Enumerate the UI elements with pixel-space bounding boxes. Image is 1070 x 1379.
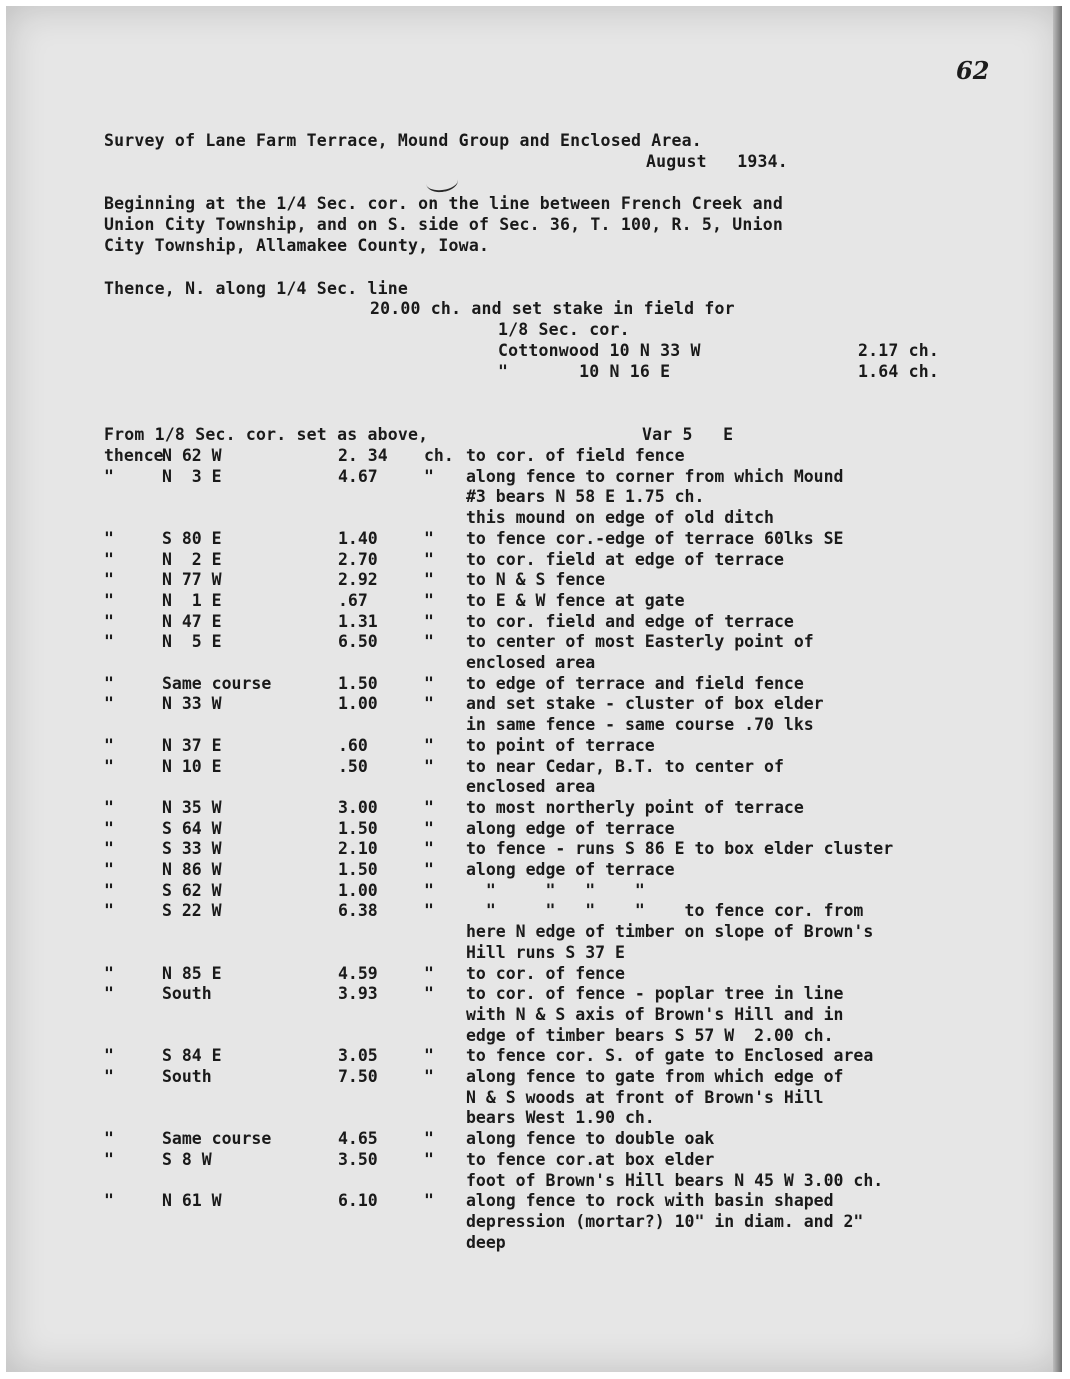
unit: " — [424, 611, 434, 631]
bearing: N 5 E — [162, 632, 222, 652]
distance: 3.00 — [338, 797, 378, 817]
ditto-mark: " — [104, 984, 114, 1004]
unit: " — [424, 1129, 434, 1149]
distance: 4.67 — [338, 466, 378, 486]
remark: to point of terrace — [466, 735, 655, 755]
remark: in same fence - same course .70 lks — [466, 715, 814, 735]
bearing: South — [162, 984, 212, 1004]
distance: .50 — [338, 756, 368, 776]
first-course-line-3: 1/8 Sec. cor. — [498, 320, 630, 339]
bearing: N 35 W — [162, 797, 222, 817]
remark: to cor. of field fence — [466, 446, 685, 465]
remark: to cor. of fence - poplar tree in line — [466, 984, 844, 1004]
remark: this mound on edge of old ditch — [466, 508, 774, 528]
unit: " — [424, 466, 434, 486]
remark: to near Cedar, B.T. to center of — [466, 756, 784, 776]
first-course-line-1: Thence, N. along 1/4 Sec. line — [104, 279, 409, 298]
bearing: S 64 W — [162, 818, 222, 838]
survey-row — [72, 1170, 1062, 1191]
remark: to N & S fence — [466, 570, 606, 590]
remark: along fence to corner from which Mound — [466, 466, 844, 486]
intro-line-1: Beginning at the 1/4 Sec. cor. on the line between French Creek and — [104, 194, 783, 213]
ditto-mark: " — [104, 570, 114, 590]
bearing: S 84 E — [162, 1046, 222, 1066]
remark: and set stake - cluster of box elder — [466, 694, 824, 714]
unit: " — [424, 860, 434, 879]
ditto-mark: " — [104, 466, 114, 486]
survey-row — [72, 1066, 1062, 1087]
survey-row — [72, 466, 1062, 487]
distance: 2. 34 — [338, 446, 388, 465]
remark: enclosed area — [466, 653, 596, 672]
remark: to fence cor.-edge of terrace 60lks SE — [466, 528, 844, 548]
distance: 3.50 — [338, 1149, 378, 1169]
unit: " — [424, 880, 434, 900]
remark: along edge of terrace — [466, 860, 675, 879]
bearing: N 10 E — [162, 756, 222, 776]
ditto-mark: " — [104, 963, 114, 983]
check-mark — [425, 170, 459, 194]
remark: to fence - runs S 86 E to box elder cluster — [466, 839, 894, 859]
unit: " — [424, 694, 434, 714]
unit: " — [424, 818, 434, 838]
bearing: N 33 W — [162, 694, 222, 714]
distance: 1.40 — [338, 528, 378, 548]
survey-row — [72, 1149, 1062, 1170]
distance: 4.59 — [338, 963, 378, 983]
intro-line-3: City Township, Allamakee County, Iowa. — [104, 236, 490, 255]
survey-row — [72, 1211, 1062, 1232]
survey-row — [72, 652, 1062, 673]
ditto-mark: " — [104, 1191, 114, 1211]
survey-row — [72, 507, 1062, 528]
ditto-mark: " — [104, 673, 114, 693]
unit: " — [424, 590, 434, 610]
unit: " — [424, 1046, 434, 1066]
remark: here N edge of timber on slope of Brown's — [466, 922, 874, 942]
distance: 3.05 — [338, 1046, 378, 1066]
unit: " — [424, 797, 434, 817]
remark: to cor. field at edge of terrace — [466, 549, 784, 569]
document-title: Survey of Lane Farm Terrace, Mound Group and Enclosed Area. — [104, 131, 702, 150]
from-line: From 1/8 Sec. cor. set as above, — [104, 425, 429, 444]
remark: edge of timber bears S 57 W 2.00 ch. — [466, 1025, 834, 1045]
bearing: N 77 W — [162, 570, 222, 590]
unit: " — [424, 673, 434, 693]
remark: to most northerly point of terrace — [466, 797, 804, 817]
distance: 7.50 — [338, 1067, 378, 1086]
survey-row — [72, 1232, 1062, 1253]
ditto-mark: " — [104, 860, 114, 879]
bearing: N 86 W — [162, 860, 222, 879]
unit: " — [424, 1067, 434, 1086]
ditto-mark: " — [104, 756, 114, 776]
bearing: S 80 E — [162, 528, 222, 548]
distance: 6.10 — [338, 1191, 378, 1211]
bearing: S 8 W — [162, 1149, 212, 1169]
bearing: N 2 E — [162, 549, 222, 569]
survey-row — [72, 673, 1062, 694]
first-course-witness-2-dist: 1.64 ch. — [858, 362, 940, 381]
remark: to center of most Easterly point of — [466, 632, 814, 652]
remark: along fence to rock with basin shaped — [466, 1191, 834, 1211]
bearing: N 3 E — [162, 466, 222, 486]
survey-row — [72, 735, 1062, 756]
distance: 1.50 — [338, 818, 378, 838]
variation: Var 5 E — [642, 425, 734, 444]
remark: Hill runs S 37 E — [466, 942, 625, 962]
bearing: N 37 E — [162, 735, 222, 755]
unit: " — [424, 735, 434, 755]
survey-row — [72, 900, 1062, 921]
remark: enclosed area — [466, 777, 596, 797]
survey-row — [72, 611, 1062, 632]
unit: " — [424, 549, 434, 569]
bearing: N 85 E — [162, 963, 222, 983]
unit: ch. — [424, 446, 454, 465]
survey-row — [72, 859, 1062, 880]
document-date: August 1934. — [646, 152, 788, 171]
remark: " " " " — [466, 880, 645, 900]
distance: 1.00 — [338, 880, 378, 900]
survey-row — [72, 963, 1062, 984]
distance: .60 — [338, 735, 368, 755]
bearing: S 33 W — [162, 839, 222, 859]
ditto-mark: " — [104, 901, 114, 921]
intro-line-2: Union City Township, and on S. side of Sec. 36, T. 100, R. 5, Union — [104, 215, 783, 234]
ditto-mark: " — [104, 590, 114, 610]
survey-row — [72, 838, 1062, 859]
distance: 6.50 — [338, 632, 378, 652]
bearing: Same course — [162, 1129, 272, 1149]
remark: to fence cor. S. of gate to Enclosed area — [466, 1046, 874, 1066]
ditto-mark: " — [104, 797, 114, 817]
distance: 6.38 — [338, 901, 378, 921]
survey-row — [72, 528, 1062, 549]
document-page — [6, 6, 1062, 1372]
remark: deep — [466, 1232, 506, 1252]
survey-row — [72, 631, 1062, 652]
remark: " " " " to fence cor. from — [466, 901, 864, 921]
ditto-mark: " — [104, 1067, 114, 1086]
remark: to cor. of fence — [466, 963, 625, 983]
survey-row — [72, 818, 1062, 839]
distance: 3.93 — [338, 984, 378, 1004]
ditto-mark: " — [104, 735, 114, 755]
unit: " — [424, 984, 434, 1004]
distance: 2.70 — [338, 549, 378, 569]
bearing: N 62 W — [162, 446, 222, 465]
unit: " — [424, 570, 434, 590]
bearing: South — [162, 1067, 212, 1086]
ditto-mark: thence — [104, 446, 164, 465]
survey-row — [72, 756, 1062, 777]
remark: to E & W fence at gate — [466, 590, 685, 610]
bearing: S 62 W — [162, 880, 222, 900]
unit: " — [424, 528, 434, 548]
survey-row — [72, 693, 1062, 714]
distance: 1.50 — [338, 860, 378, 879]
unit: " — [424, 756, 434, 776]
ditto-mark: " — [104, 611, 114, 631]
bearing: Same course — [162, 673, 272, 693]
remark: to cor. field and edge of terrace — [466, 611, 794, 631]
survey-row — [72, 983, 1062, 1004]
distance: 2.10 — [338, 839, 378, 859]
ditto-mark: " — [104, 549, 114, 569]
distance: 4.65 — [338, 1129, 378, 1149]
survey-row — [72, 1025, 1062, 1046]
remark: to fence cor.at box elder — [466, 1149, 715, 1169]
unit: " — [424, 839, 434, 859]
bearing: N 1 E — [162, 590, 222, 610]
ditto-mark: " — [104, 1149, 114, 1169]
bearing: N 61 W — [162, 1191, 222, 1211]
ditto-mark: " — [104, 632, 114, 652]
survey-row — [72, 921, 1062, 942]
remark: bears West 1.90 ch. — [466, 1108, 655, 1128]
survey-row — [72, 569, 1062, 590]
first-course-witness-1-dist: 2.17 ch. — [858, 341, 940, 360]
survey-row — [72, 1004, 1062, 1025]
bearing: N 47 E — [162, 611, 222, 631]
first-course-witness-1: Cottonwood 10 N 33 W — [498, 341, 701, 360]
distance: 2.92 — [338, 570, 378, 590]
survey-row — [72, 1128, 1062, 1149]
distance: 1.00 — [338, 694, 378, 714]
remark: foot of Brown's Hill bears N 45 W 3.00 ch. — [466, 1170, 884, 1190]
remark: depression (mortar?) 10" in diam. and 2" — [466, 1211, 864, 1231]
survey-row — [72, 776, 1062, 797]
survey-row — [72, 880, 1062, 901]
unit: " — [424, 1191, 434, 1211]
page-number: 62 — [956, 56, 990, 85]
ditto-mark: " — [104, 528, 114, 548]
distance: .67 — [338, 590, 368, 610]
remark: along fence to gate from which edge of — [466, 1067, 844, 1086]
survey-row — [72, 1190, 1062, 1211]
survey-row — [72, 942, 1062, 963]
first-course-line-2: 20.00 ch. and set stake in field for — [370, 299, 735, 318]
survey-row — [72, 797, 1062, 818]
survey-row — [72, 549, 1062, 570]
unit: " — [424, 901, 434, 921]
remark: with N & S axis of Brown's Hill and in — [466, 1004, 844, 1024]
remark: along fence to double oak — [466, 1129, 715, 1149]
unit: " — [424, 963, 434, 983]
survey-row — [72, 486, 1062, 507]
remark: to edge of terrace and field fence — [466, 673, 804, 693]
ditto-mark: " — [104, 880, 114, 900]
survey-row — [72, 590, 1062, 611]
survey-row — [72, 1107, 1062, 1128]
ditto-mark: " — [104, 1129, 114, 1149]
ditto-mark: " — [104, 818, 114, 838]
survey-row — [72, 445, 1062, 466]
survey-row — [72, 1087, 1062, 1108]
remark: N & S woods at front of Brown's Hill — [466, 1087, 824, 1107]
ditto-mark: " — [104, 694, 114, 714]
survey-row — [72, 714, 1062, 735]
ditto-mark: " — [104, 1046, 114, 1066]
remark: #3 bears N 58 E 1.75 ch. — [466, 487, 705, 507]
bearing: S 22 W — [162, 901, 222, 921]
ditto-mark: " — [104, 839, 114, 859]
distance: 1.50 — [338, 673, 378, 693]
first-course-witness-2: " 10 N 16 E — [498, 362, 671, 381]
survey-row — [72, 1045, 1062, 1066]
unit: " — [424, 632, 434, 652]
unit: " — [424, 1149, 434, 1169]
remark: along edge of terrace — [466, 818, 675, 838]
distance: 1.31 — [338, 611, 378, 631]
